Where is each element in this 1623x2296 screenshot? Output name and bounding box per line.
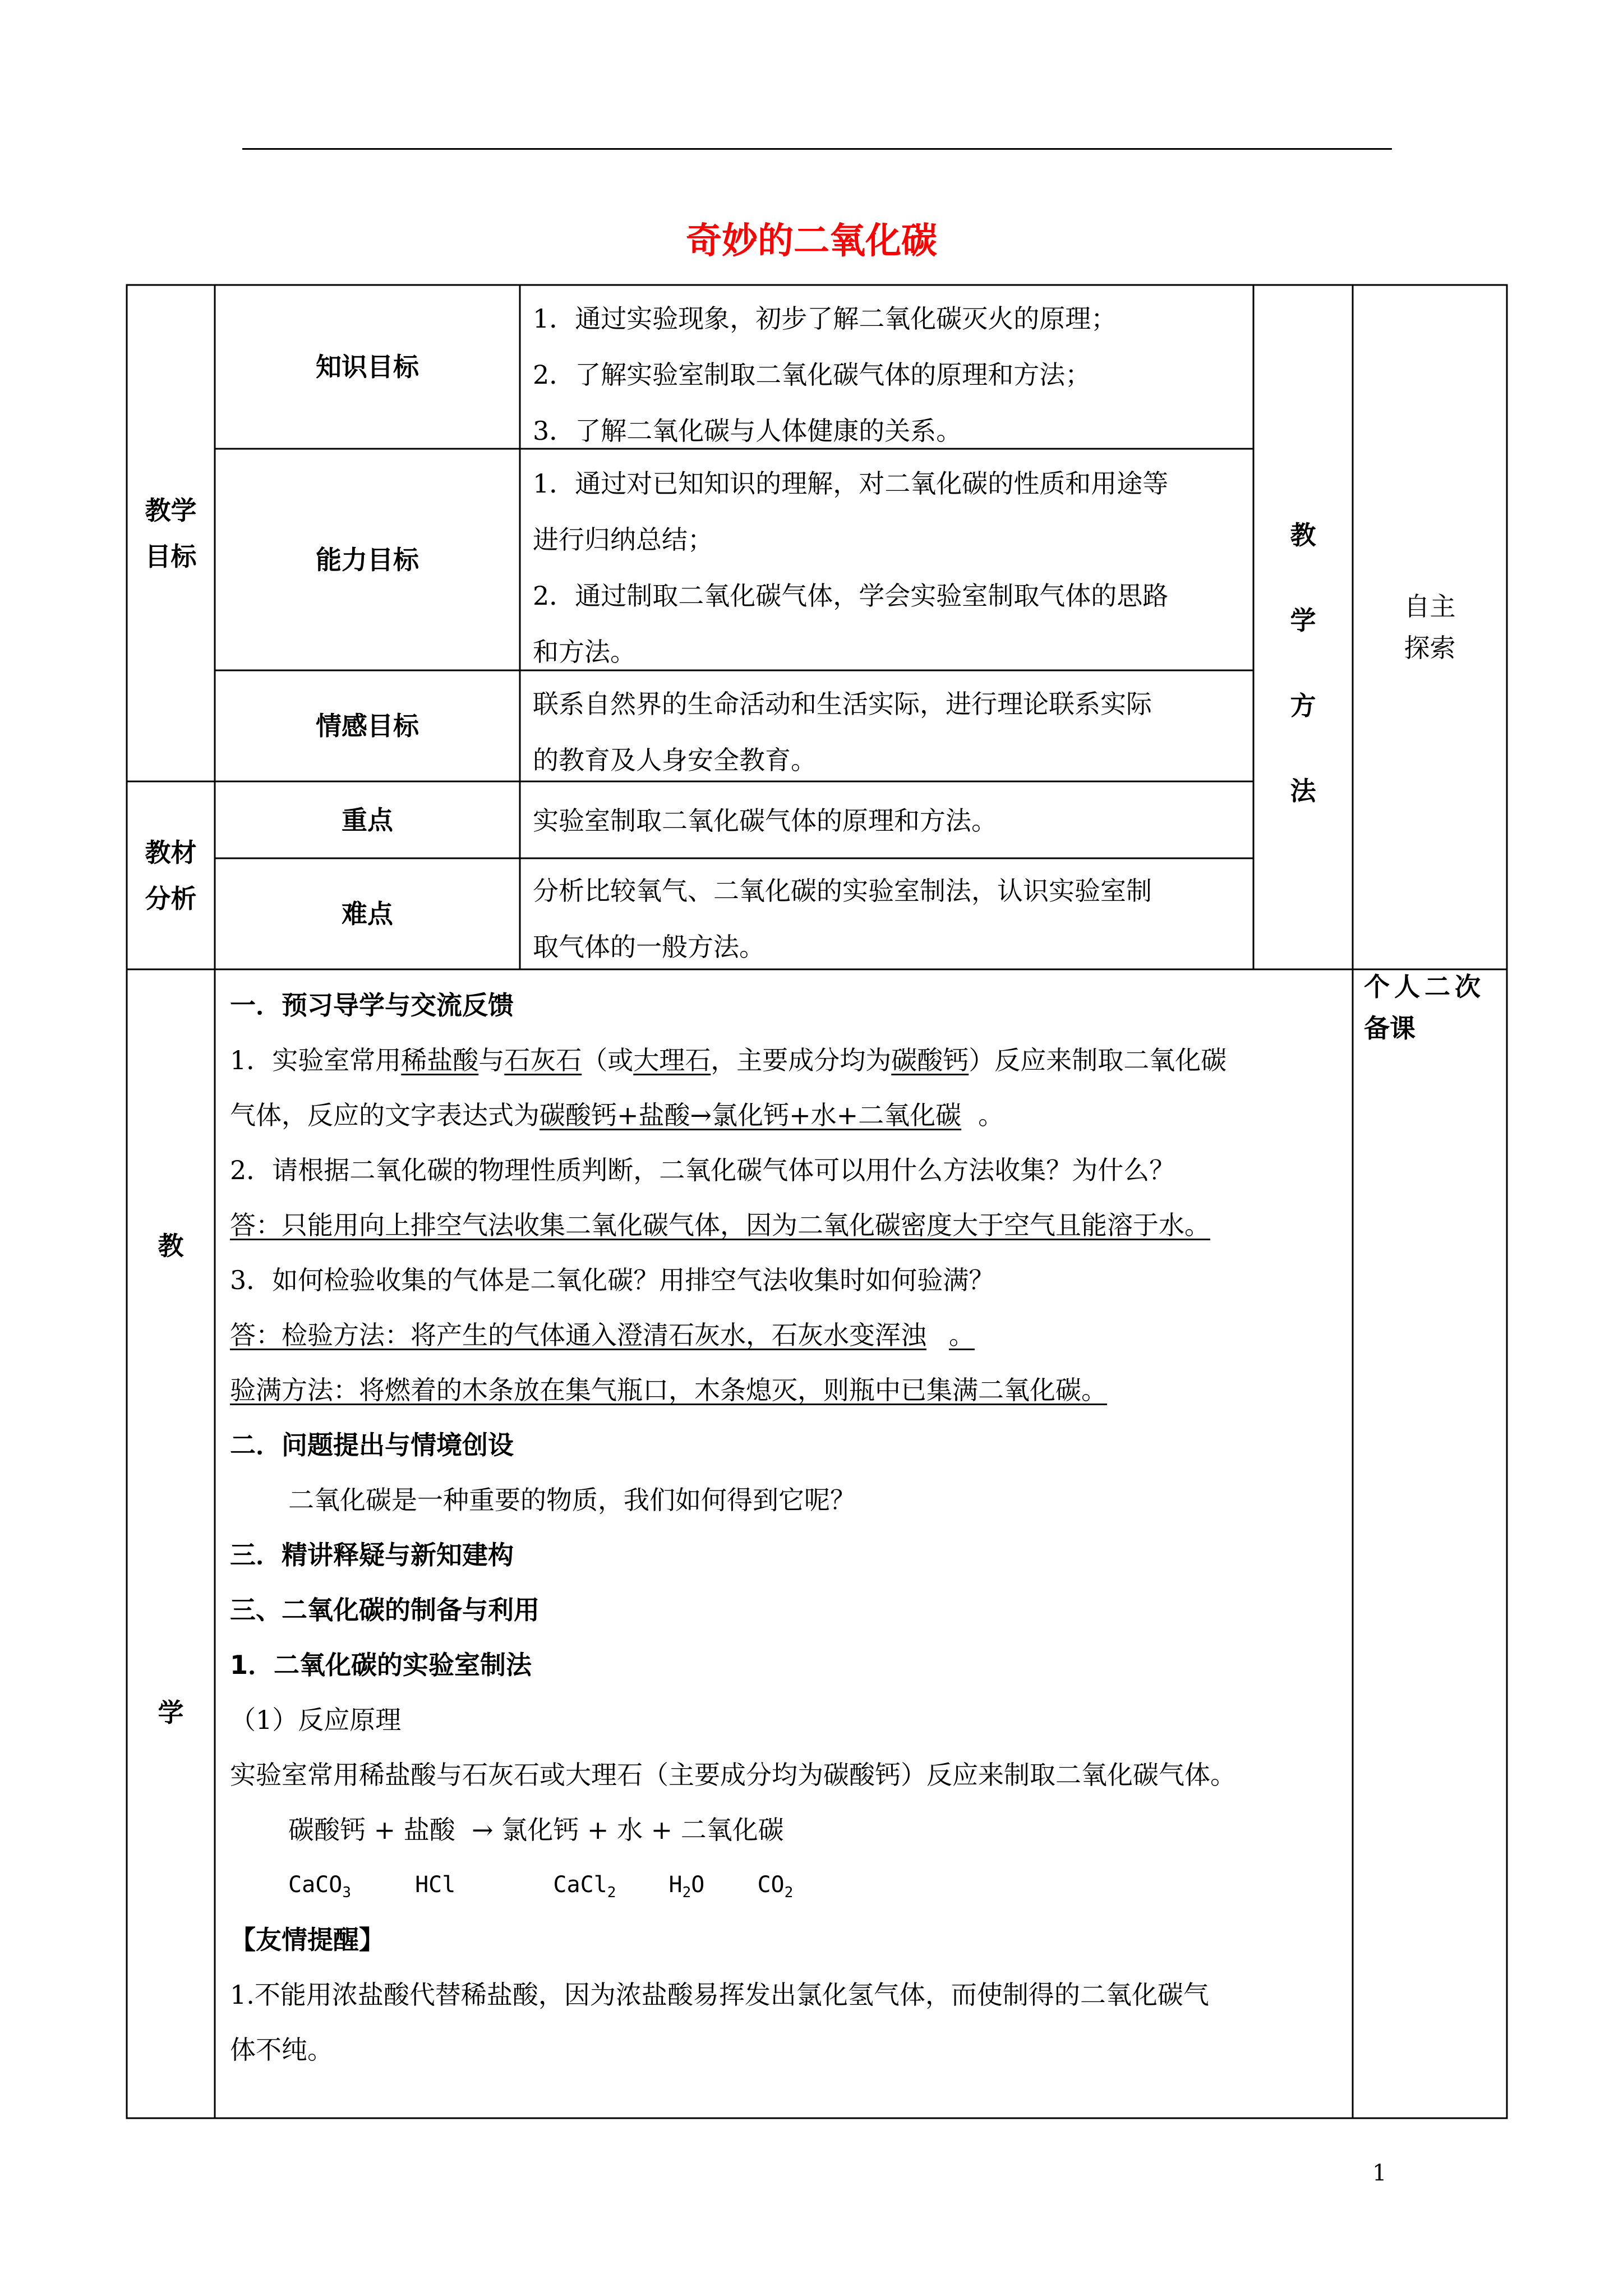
section-1-title: 一．预习导学与交流反馈 <box>230 990 514 1020</box>
formula-cacl2-sub: 2 <box>607 1884 616 1901</box>
key-point-label <box>215 781 520 858</box>
equation-words: 碳酸钙 + 盐酸 → 氯化钙 + 水 + 二氧化碳 <box>288 1815 784 1845</box>
emotion-label-text: 情感目标 <box>316 711 419 741</box>
teaching-char-2: 学 <box>158 1697 184 1728</box>
q1-text-c: 与 <box>478 1045 505 1075</box>
knowledge-content <box>533 291 1245 459</box>
key-point-label-text: 重点 <box>342 804 393 835</box>
formula-caco3-text: CaCO <box>288 1872 343 1898</box>
side-note-line-2: 备课 <box>1364 1013 1415 1043</box>
tip-line-1: 1.不能用浓盐酸代替稀盐酸，因为浓盐酸易挥发出氯化氢气体，而使制得的二氧化碳气 <box>230 1980 1209 2010</box>
answer-3-test <box>230 1318 975 1352</box>
formula-hcl: HCl <box>415 1872 456 1898</box>
method-value-line-2: 探索 <box>1404 633 1456 663</box>
formula-co2 <box>757 1872 794 1901</box>
formula-h2o-h: H <box>668 1872 683 1898</box>
ability-label-text: 能力目标 <box>316 544 419 575</box>
analysis-label <box>127 781 215 969</box>
answer-2: 答：只能用向上排空气法收集二氧化碳气体，因为二氧化碳密度大于空气且能溶于水。 <box>230 1210 1210 1240</box>
difficulty-line-2: 取气体的一般方法。 <box>533 932 765 962</box>
difficulty-content <box>533 863 1245 975</box>
section-3b-title: 三、二氧化碳的制备与利用 <box>230 1595 540 1625</box>
section-2-text: 二氧化碳是一种重要的物质，我们如何得到它呢？ <box>288 1485 856 1515</box>
q1-answer-marble: 大理石 <box>633 1045 711 1075</box>
side-note <box>1364 966 1498 1049</box>
difficulty-label-text: 难点 <box>342 899 393 929</box>
question-1-line-2 <box>230 1098 1004 1132</box>
difficulty-line-1: 分析比较氧气、二氧化碳的实验室制法，认识实验室制 <box>533 876 1152 906</box>
objectives-label-text: 教学目标 <box>145 495 197 572</box>
key-point-text: 实验室制取二氧化碳气体的原理和方法。 <box>533 806 997 836</box>
ability-line-1: 1．通过对已知知识的理解，对二氧化碳的性质和用途等 <box>533 468 1169 499</box>
q1-answer-limestone: 石灰石 <box>504 1045 582 1075</box>
formula-caco3-sub: 3 <box>342 1884 351 1901</box>
section-3-title: 三．精讲释疑与新知建构 <box>230 1540 514 1570</box>
side-note-line-1: 个人二次 <box>1364 972 1485 1002</box>
key-point-content <box>533 793 1245 849</box>
method-char-2: 学 <box>1290 605 1316 636</box>
ability-label <box>215 449 520 670</box>
method-value-line-1: 自主 <box>1404 591 1456 622</box>
formula-caco3 <box>288 1872 351 1901</box>
tip-title: 【友情提醒】 <box>230 1925 385 1955</box>
question-1-line-1 <box>230 1043 1227 1077</box>
difficulty-label <box>215 858 520 969</box>
answer-3-full: 验满方法：将燃着的木条放在集气瓶口，木条熄灭，则瓶中已集满二氧化碳。 <box>230 1375 1107 1405</box>
knowledge-item-3: 3．了解二氧化碳与人体健康的关系。 <box>533 416 962 446</box>
method-char-1: 教 <box>1290 520 1316 550</box>
q1-line2-text: 气体，反应的文字表达式为 <box>230 1100 540 1130</box>
emotion-label <box>215 670 520 781</box>
method-value <box>1353 285 1507 969</box>
q1-text-e: （或 <box>582 1045 634 1075</box>
method-label <box>1253 285 1353 969</box>
formula-co2-text: CO <box>757 1872 785 1898</box>
formula-h2o <box>668 1872 705 1901</box>
ability-line-4: 和方法。 <box>533 637 636 667</box>
emotion-line-2: 的教育及人身安全教育。 <box>533 745 817 775</box>
section-2-title: 二．问题提出与情境创设 <box>230 1430 514 1460</box>
document-title: 奇妙的二氧化碳 <box>686 220 937 262</box>
ability-content <box>533 455 1245 680</box>
q1-line2-end: 。 <box>978 1100 1004 1130</box>
knowledge-label <box>215 285 520 449</box>
formula-co2-sub: 2 <box>784 1884 794 1901</box>
page-number: 1 <box>1372 2160 1387 2186</box>
method-char-4: 法 <box>1290 776 1316 806</box>
formula-cacl2 <box>553 1872 616 1901</box>
ability-line-3: 2．通过制取二氧化碳气体，学会实验室制取气体的思路 <box>533 581 1169 611</box>
analysis-label-text: 教材分析 <box>145 837 197 914</box>
q1-answer-caco3: 碳酸钙 <box>891 1045 969 1075</box>
knowledge-item-2: 2．了解实验室制取二氧化碳气体的原理和方法； <box>533 360 1091 390</box>
knowledge-item-1: 1．通过实验现象，初步了解二氧化碳灭火的原理； <box>533 303 1117 334</box>
subsection-1-title: 1．二氧化碳的实验室制法 <box>230 1650 532 1680</box>
question-3: 3．如何检验收集的气体是二氧化碳？用排空气法收集时如何验满？ <box>230 1265 995 1295</box>
answer-3-test-end: 。 <box>949 1320 975 1350</box>
formula-h2o-o: O <box>691 1872 705 1898</box>
answer-3-test-text: 答：检验方法：将产生的气体通入澄清石灰水，石灰水变浑浊 <box>230 1320 926 1350</box>
subsection-1-text: 实验室常用稀盐酸与石灰石或大理石（主要成分均为碳酸钙）反应来制取二氧化碳气体。 <box>230 1760 1236 1790</box>
q1-text-a: 1．实验室常用 <box>230 1045 402 1075</box>
question-2: 2．请根据二氧化碳的物理性质判断，二氧化碳气体可以用什么方法收集？为什么？ <box>230 1155 1175 1185</box>
tip-line-2: 体不纯。 <box>230 2035 333 2065</box>
knowledge-label-text: 知识目标 <box>316 352 419 382</box>
q1-text-i: ）反应来制取二氧化碳 <box>969 1045 1227 1075</box>
objectives-label <box>127 285 215 781</box>
q1-answer-equation: 碳酸钙+盐酸→氯化钙+水+二氧化碳 <box>540 1100 962 1130</box>
equation-formulas <box>288 1868 793 1910</box>
formula-cacl2-text: CaCl <box>553 1872 607 1898</box>
q1-answer-hcl: 稀盐酸 <box>401 1045 479 1075</box>
teaching-char-1: 教 <box>158 1231 184 1261</box>
q1-text-g: ，主要成分均为 <box>711 1045 892 1075</box>
formula-h2o-sub: 2 <box>682 1884 691 1901</box>
emotion-content <box>533 676 1245 788</box>
ability-line-2: 进行归纳总结； <box>533 524 713 555</box>
emotion-line-1: 联系自然界的生命活动和生活实际，进行理论联系实际 <box>533 689 1152 719</box>
subsection-1-1: （1）反应原理 <box>230 1705 402 1735</box>
method-char-3: 方 <box>1290 691 1316 721</box>
